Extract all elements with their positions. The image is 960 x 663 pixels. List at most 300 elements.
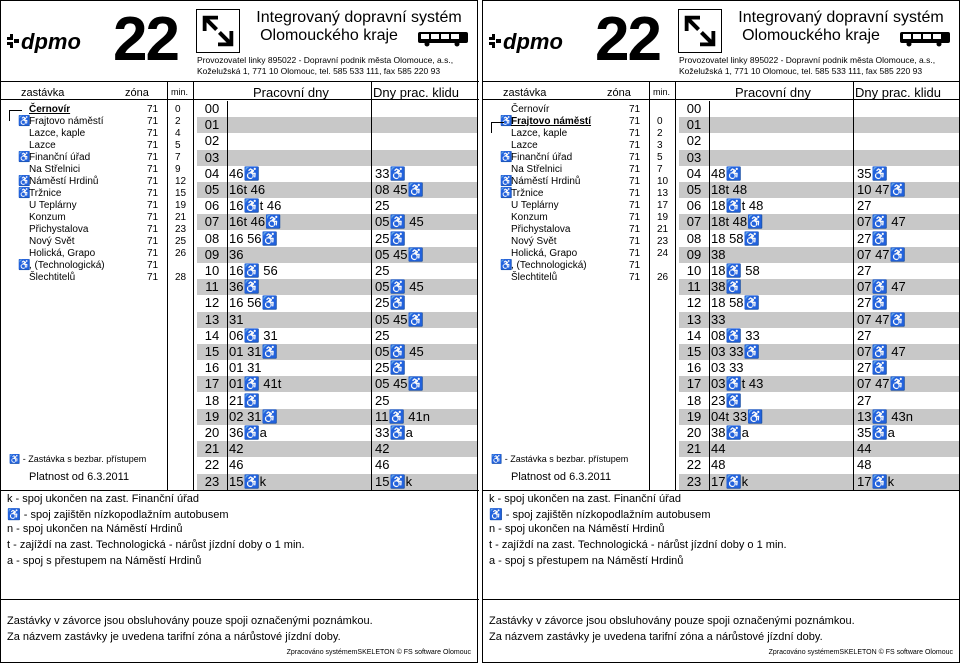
col-weekend: Dny prac. klidu [373,85,459,100]
weekday-departures: 02 31♿ [229,408,278,424]
stop-name: Na Střelnici [29,164,81,175]
hour-row [679,247,959,263]
weekend-departures: 25♿ [375,230,406,246]
weekday-departures: 16t 46 [229,182,266,197]
signature: Zpracováno systémemSKELETON © FS software Olomouc [768,649,953,656]
timetable-sheet [482,0,960,663]
stop-minutes: 28 [175,272,187,283]
hour-row [197,166,477,182]
stop-minutes: 26 [657,272,669,283]
hour-row [679,150,959,166]
weekday-departures: 01 31♿ [229,344,278,359]
stop-zone: 71 [629,164,641,175]
hour-row [679,117,959,133]
weekday-departures: 04t 33♿ [711,408,764,424]
weekday-departures: 18♿ 58 [711,263,760,278]
note-line: ♿ - spoj zajištěn nízkopodlažním autobusem [489,509,711,521]
hour-row [679,328,959,344]
hour-cell: 10 [686,263,702,278]
stop-name: U Teplárny [29,200,77,211]
stop-minutes: 19 [175,200,187,211]
stop-row [483,116,675,128]
hour-cell: 19 [686,408,702,424]
weekend-departures: 07 47♿ [857,246,906,262]
hour-cell: 21 [204,441,220,457]
hour-row [197,425,477,441]
hour-cell: 16 [686,360,702,376]
weekday-departures: 15♿k [229,473,267,489]
hour-cell: 12 [204,295,220,311]
stop-row [483,212,675,224]
stop-zone: 71 [147,212,159,223]
stop-zone: 71 [147,260,159,271]
weekday-departures: 38♿ [711,279,742,295]
hour-cell: 20 [686,425,702,440]
stop-zone: 71 [147,272,159,283]
hour-cell: 18 [686,392,702,408]
hour-cell: 15 [686,344,702,359]
col-weekday: Pracovní dny [253,85,329,100]
col-weekend: Dny prac. klidu [855,85,941,100]
bottom-note: Zastávky v závorce jsou obsluhovány pouze spoji označenými poznámkou. [7,615,373,627]
stop-minutes: 17 [657,200,669,211]
weekday-departures: 21♿ [229,392,260,408]
hour-row [679,295,959,311]
stop-name: Konzum [29,212,66,223]
weekday-departures: 46♿ [229,165,260,181]
hour-cell: 18 [204,392,220,408]
hour-row [679,214,959,230]
weekend-departures: 27 [857,198,872,214]
stop-row [483,236,675,248]
weekend-departures: 07♿ 47 [857,344,906,359]
stop-minutes: 24 [657,248,669,259]
hour-cell: 09 [204,246,220,262]
stop-row [483,260,675,272]
stop-row [483,224,675,236]
bottom-note: Zastávky v závorce jsou obsluhovány pouze spoji označenými poznámkou. [489,615,855,627]
stop-zone: 71 [629,140,641,151]
weekday-departures: 17♿k [711,473,749,489]
hour-row [197,133,477,149]
stop-zone: 71 [629,248,641,259]
hour-cell: 01 [686,117,702,133]
stop-zone: 71 [629,104,641,115]
stop-row [1,248,193,260]
hour-row [197,150,477,166]
weekday-departures: 44 [711,441,726,457]
ids-title-line1: Integrovaný dopravní systém [738,9,944,26]
weekend-departures: 27♿ [857,295,888,311]
stop-minutes: 0 [657,116,663,127]
hour-row [679,133,959,149]
stop-name: Lazce, kaple [29,128,86,139]
stop-list [1,101,193,491]
hour-cell: 13 [204,311,220,327]
weekend-departures: 13♿ 43n [857,408,913,424]
stop-row [1,272,193,284]
weekend-departures: 25 [375,392,390,408]
weekend-departures: 48 [857,457,872,473]
stop-zone: 71 [629,116,641,127]
weekend-departures: 33♿a [375,425,413,440]
provider-line2: Koželužská 1, 771 10 Olomouc, tel. 585 533 111, fax 585 220 93 [679,66,923,76]
weekend-departures: 25♿ [375,295,406,311]
stop-zone: 71 [147,104,159,115]
hour-cell: 05 [204,182,220,197]
note-line: n - spoj ukončen na Náměstí Hrdinů [7,523,183,535]
stop-row [1,116,193,128]
hour-row [197,312,477,328]
hour-cell: 06 [686,198,702,214]
hour-row [197,393,477,409]
hour-row [197,441,477,457]
stop-minutes: 2 [657,128,663,139]
legend-text: - Zastávka s bezbar. přístupem [22,454,147,464]
hour-row [679,376,959,392]
weekday-departures: 18t 48 [711,182,748,197]
stop-row [483,140,675,152]
stop-name: Šlechtitelů [29,272,76,283]
weekend-departures: 27 [857,327,872,343]
divider [675,81,676,490]
note-line: k - spoj ukončen na zast. Finanční úřad [7,493,199,505]
weekday-departures: 16♿ 56 [229,263,278,278]
hour-cell: 02 [686,133,702,149]
hour-row [679,263,959,279]
timetable-sheet [0,0,478,663]
stop-zone: 71 [147,140,159,151]
hour-row [679,409,959,425]
hour-cell: 16 [204,360,220,376]
stop-name: Náměstí Hrdinů [511,176,581,187]
hour-row [679,474,959,490]
stop-name: Přichystalova [29,224,89,235]
hour-row [197,279,477,295]
weekday-departures: 16 56♿ [229,230,278,246]
weekday-departures: 46 [229,457,244,473]
weekday-departures: 01♿ 41t [229,376,282,392]
stop-name: Lazce, kaple [511,128,568,139]
stop-zone: 71 [629,188,641,199]
hour-cell: 01 [204,117,220,133]
stop-zone: 71 [629,224,641,235]
weekend-departures: 27 [857,263,872,278]
stop-row [1,104,193,116]
wheelchair-icon: ♿ [9,454,23,464]
stop-minutes: 21 [175,212,187,223]
stop-zone: 71 [147,116,159,127]
hour-cell: 04 [204,165,220,181]
divider [1,599,479,600]
weekday-departures: 38 [711,246,726,262]
stop-name: Nový Svět [511,236,557,247]
weekday-departures: 16 56♿ [229,295,278,311]
stop-name: Frajtovo náměstí [511,116,592,127]
hour-cell: 00 [686,101,702,116]
weekend-departures: 33♿ [375,165,406,181]
note-line: a - spoj s přestupem na Náměstí Hrdinů [489,555,684,567]
stop-zone: 71 [147,224,159,235]
hour-row [197,376,477,392]
weekday-departures: 33 [711,311,726,327]
bottom-note: Za názvem zastávky je uvedena tarifní zóna a nárůstové jízdní doby. [7,631,341,643]
hour-cell: 22 [204,457,220,473]
stop-row [1,212,193,224]
svg-text:dpmo: dpmo [503,29,563,53]
stop-zone: 71 [147,164,159,175]
hour-cell: 05 [686,182,702,197]
hour-row [197,198,477,214]
bus-icon [417,31,469,47]
hour-row [679,393,959,409]
stop-name: Frajtovo náměstí [29,116,104,127]
stop-minutes: 23 [175,224,187,235]
stop-zone: 71 [629,236,641,247]
stop-row [1,200,193,212]
hour-cell: 12 [686,295,702,311]
weekend-departures: 42 [375,441,390,457]
stop-row [483,164,675,176]
hour-row [197,101,477,117]
hour-cell: 03 [686,149,702,165]
wheelchair-icon: ♿ [18,116,31,127]
bus-icon [899,31,951,47]
weekend-departures: 27♿ [857,360,888,376]
hour-cell: 11 [687,279,701,295]
hour-cell: 15 [204,344,220,359]
stop-row [1,236,193,248]
hour-cell: 21 [686,441,702,457]
stop-zone: 71 [147,128,159,139]
wheelchair-icon: ♿ [500,116,513,127]
weekday-departures: 18♿t 48 [711,198,764,214]
col-zone: zóna [607,87,631,99]
note-line: k - spoj ukončen na zast. Finanční úřad [489,493,681,505]
weekday-departures: 42 [229,441,244,457]
weekday-departures: 06♿ 31 [229,327,278,343]
weekend-departures: 10 47♿ [857,182,906,197]
weekend-departures: 25 [375,263,390,278]
stop-name: Tržnice [29,188,62,199]
stop-row [483,200,675,212]
hour-row [197,344,477,360]
weekday-departures: 36♿ [229,279,260,295]
hour-row [197,457,477,473]
line-number: 22 [113,5,178,74]
stop-row [483,176,675,188]
note-line: t - zajíždí na zast. Technologická - nárůst jízdní doby o 1 min. [7,539,305,551]
stop-minutes: 7 [657,164,663,175]
wheelchair-icon: ♿ [18,188,31,199]
stop-name: Konzum [511,212,548,223]
stop-row [483,248,675,260]
divider [371,81,372,490]
hour-row [197,231,477,247]
direction-bracket [9,110,22,121]
weekend-departures: 05 45♿ [375,311,424,327]
weekend-departures: 46 [375,457,390,473]
hour-row [197,360,477,376]
hour-cell: 07 [686,214,702,230]
stop-minutes: 10 [657,176,669,187]
wheelchair-icon: ♿ [18,152,31,163]
stop-row [1,224,193,236]
stop-zone: 71 [147,236,159,247]
stop-row [483,188,675,200]
stop-row [1,260,193,272]
stop-row [1,188,193,200]
hour-cell: 07 [204,214,220,230]
stop-minutes: 5 [175,140,181,151]
signature: Zpracováno systémemSKELETON © FS software Olomouc [286,649,471,656]
divider [227,101,228,490]
weekend-departures: 07 47♿ [857,311,906,327]
weekend-departures: 07 47♿ [857,376,906,392]
stop-zone: 71 [629,200,641,211]
stop-zone: 71 [147,176,159,187]
weekend-departures: 15♿k [375,473,413,489]
hour-row [679,198,959,214]
weekend-departures: 05♿ 45 [375,344,424,359]
hour-row [197,328,477,344]
stop-zone: 71 [629,272,641,283]
ids-title-line1: Integrovaný dopravní systém [256,9,462,26]
weekday-departures: 18 58♿ [711,230,760,246]
stop-minutes: 9 [175,164,181,175]
weekday-departures: 01 31 [229,360,262,376]
hour-row [197,263,477,279]
stop-row [1,128,193,140]
weekday-departures: 03 33♿ [711,344,760,359]
col-stop: zastávka [503,87,547,99]
header [1,1,477,81]
weekday-departures: 16t 46♿ [229,214,282,230]
stop-name: U Teplárny [511,200,559,211]
hour-cell: 11 [205,279,219,295]
stop-name: Na Střelnici [511,164,563,175]
weekday-departures: 36♿a [229,425,267,440]
validity: Platnost od 6.3.2011 [511,471,612,483]
divider [853,81,854,490]
wheelchair-icon: ♿ [18,260,31,271]
divider [709,101,710,490]
stop-row [483,152,675,164]
wheelchair-icon: ♿ [500,152,513,163]
stop-minutes: 2 [175,116,181,127]
weekday-departures: 08♿ 33 [711,327,760,343]
hour-cell: 17 [204,376,220,392]
stop-name: Holická, Grapo [29,248,96,259]
hour-row [679,101,959,117]
wheelchair-icon: ♿ [500,260,513,271]
stop-minutes: 12 [175,176,187,187]
weekday-departures: 18 58♿ [711,295,760,311]
stop-minutes: 3 [657,140,663,151]
weekend-departures: 17♿k [857,473,895,489]
hour-cell: 04 [686,165,702,181]
stop-name: Černovír [29,104,71,115]
weekend-departures: 07♿ 47 [857,214,906,230]
stop-list [483,101,675,491]
stop-minutes: 21 [657,224,669,235]
hour-row [679,425,959,441]
hour-cell: 00 [204,101,220,116]
stop-minutes: 5 [657,152,663,163]
stop-name: Finanční úřad [511,152,573,163]
stop-name: Přichystalova [511,224,571,235]
stop-minutes: 7 [175,152,181,163]
weekend-departures: 35♿ [857,165,888,181]
weekday-departures: 48♿ [711,165,742,181]
weekend-departures: 25 [375,327,390,343]
ids-logo-icon [678,9,722,53]
col-stop: zastávka [21,87,65,99]
divider [483,81,960,82]
stop-zone: 71 [629,212,641,223]
stop-row [1,152,193,164]
wheelchair-legend [9,454,146,465]
stop-minutes: 4 [175,128,181,139]
stop-minutes: 15 [175,188,187,199]
hour-row [679,312,959,328]
stop-zone: 71 [629,128,641,139]
weekday-departures: 03 33 [711,360,744,376]
weekday-departures: 23♿ [711,392,742,408]
hour-row [197,117,477,133]
stop-name: Holická, Grapo [511,248,578,259]
stop-row [483,104,675,116]
wheelchair-icon: ♿ [491,454,505,464]
stop-row [1,164,193,176]
weekday-departures: 18t 48♿ [711,214,764,230]
weekend-departures: 05♿ 45 [375,214,424,230]
stop-name: , (Technologická) [29,260,105,271]
hour-row [679,441,959,457]
line-number: 22 [595,5,660,74]
divider [193,81,194,490]
bottom-note: Za názvem zastávky je uvedena tarifní zóna a nárůstové jízdní doby. [489,631,823,643]
note-line: n - spoj ukončen na Náměstí Hrdinů [489,523,665,535]
stop-name: Lazce [29,140,56,151]
stop-name: Černovír [511,104,550,115]
hour-cell: 08 [686,230,702,246]
hour-row [679,231,959,247]
weekend-departures: 05♿ 45 [375,279,424,295]
dpmo-logo [489,29,591,53]
stop-zone: 71 [147,200,159,211]
hour-row [197,409,477,425]
hour-row [197,182,477,198]
wheelchair-legend [491,454,628,465]
legend-text: - Zastávka s bezbar. přístupem [504,454,629,464]
stop-row [483,128,675,140]
note-line: ♿ - spoj zajištěn nízkopodlažním autobusem [7,509,229,521]
hour-row [679,344,959,360]
hour-cell: 17 [686,376,702,392]
hour-cell: 08 [204,230,220,246]
stop-minutes: 26 [175,248,187,259]
stop-zone: 71 [147,188,159,199]
stop-minutes: 13 [657,188,669,199]
hour-row [679,182,959,198]
weekday-departures: 38♿a [711,425,749,440]
hour-cell: 10 [204,263,220,278]
hour-cell: 23 [204,473,220,489]
note-line: a - spoj s přestupem na Náměstí Hrdinů [7,555,202,567]
stop-name: Nový Svět [29,236,75,247]
stop-row [483,272,675,284]
